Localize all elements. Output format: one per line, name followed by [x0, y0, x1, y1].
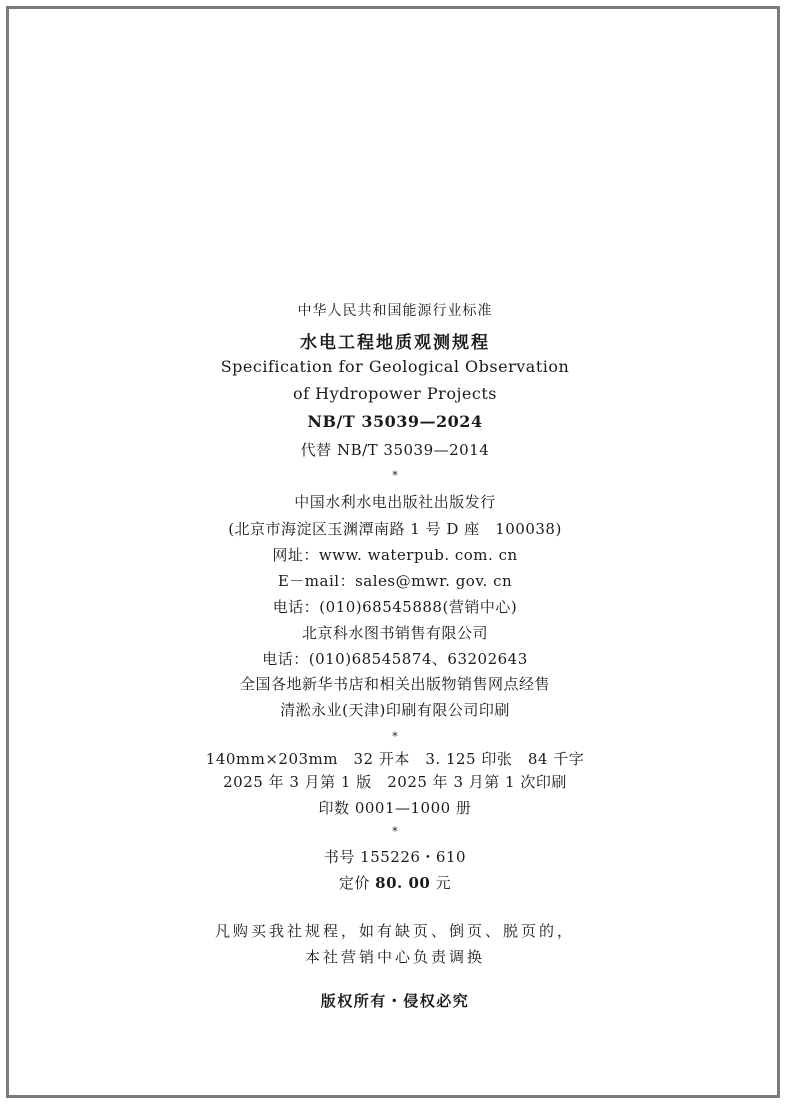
retail-info: 全国各地新华书店和相关出版物销售网点经售: [239, 675, 550, 693]
phone-marketing: 电话：(010)68545888(营销中心): [272, 598, 518, 616]
price: [0, 872, 790, 893]
title-english-line-2: of Hydropower Projects: [292, 384, 497, 403]
replaces-standard: 代替 NB/T 35039—2014: [300, 441, 490, 459]
title-english-line-1: Specification for Geological Observation: [220, 357, 570, 376]
standard-category: 中华人民共和国能源行业标准: [297, 303, 493, 319]
notice-line-2: 本社营销中心负责调换: [304, 948, 485, 966]
copyright-notice: 版权所有・侵权必究: [320, 992, 470, 1010]
distributor: 北京科水图书销售有限公司: [301, 624, 488, 642]
phone-distributor: 电话：(010)68545874、63202643: [262, 650, 528, 668]
price-label: 定价: [338, 874, 370, 892]
book-number: 书号 155226・610: [323, 848, 467, 866]
separator-star-3: *: [392, 825, 398, 838]
publisher-address: (北京市海淀区玉渊潭南路 1 号 D 座 100038): [228, 520, 562, 538]
format-spec: 140mm×203mm 32 开本 3. 125 印张 84 千字: [205, 750, 585, 768]
edition-info: 2025 年 3 月第 1 版 2025 年 3 月第 1 次印刷: [223, 773, 567, 791]
separator-star-2: *: [392, 730, 398, 743]
separator-star: *: [392, 469, 398, 482]
publisher: 中国水利水电出版社出版发行: [294, 493, 496, 511]
price-value: 80. 00: [375, 874, 431, 892]
standard-number: NB/T 35039—2024: [307, 412, 483, 431]
printer: 清淞永业(天津)印刷有限公司印刷: [280, 701, 510, 719]
publisher-email: E－mail：sales@mwr. gov. cn: [277, 572, 513, 590]
price-unit: 元: [435, 874, 452, 892]
notice-line-1: 凡购买我社规程，如有缺页、倒页、脱页的，: [214, 922, 575, 940]
print-run: 印数 0001—1000 册: [318, 799, 472, 817]
publisher-website: 网址：www. waterpub. com. cn: [272, 546, 518, 564]
title-chinese: 水电工程地质观测规程: [300, 333, 490, 353]
